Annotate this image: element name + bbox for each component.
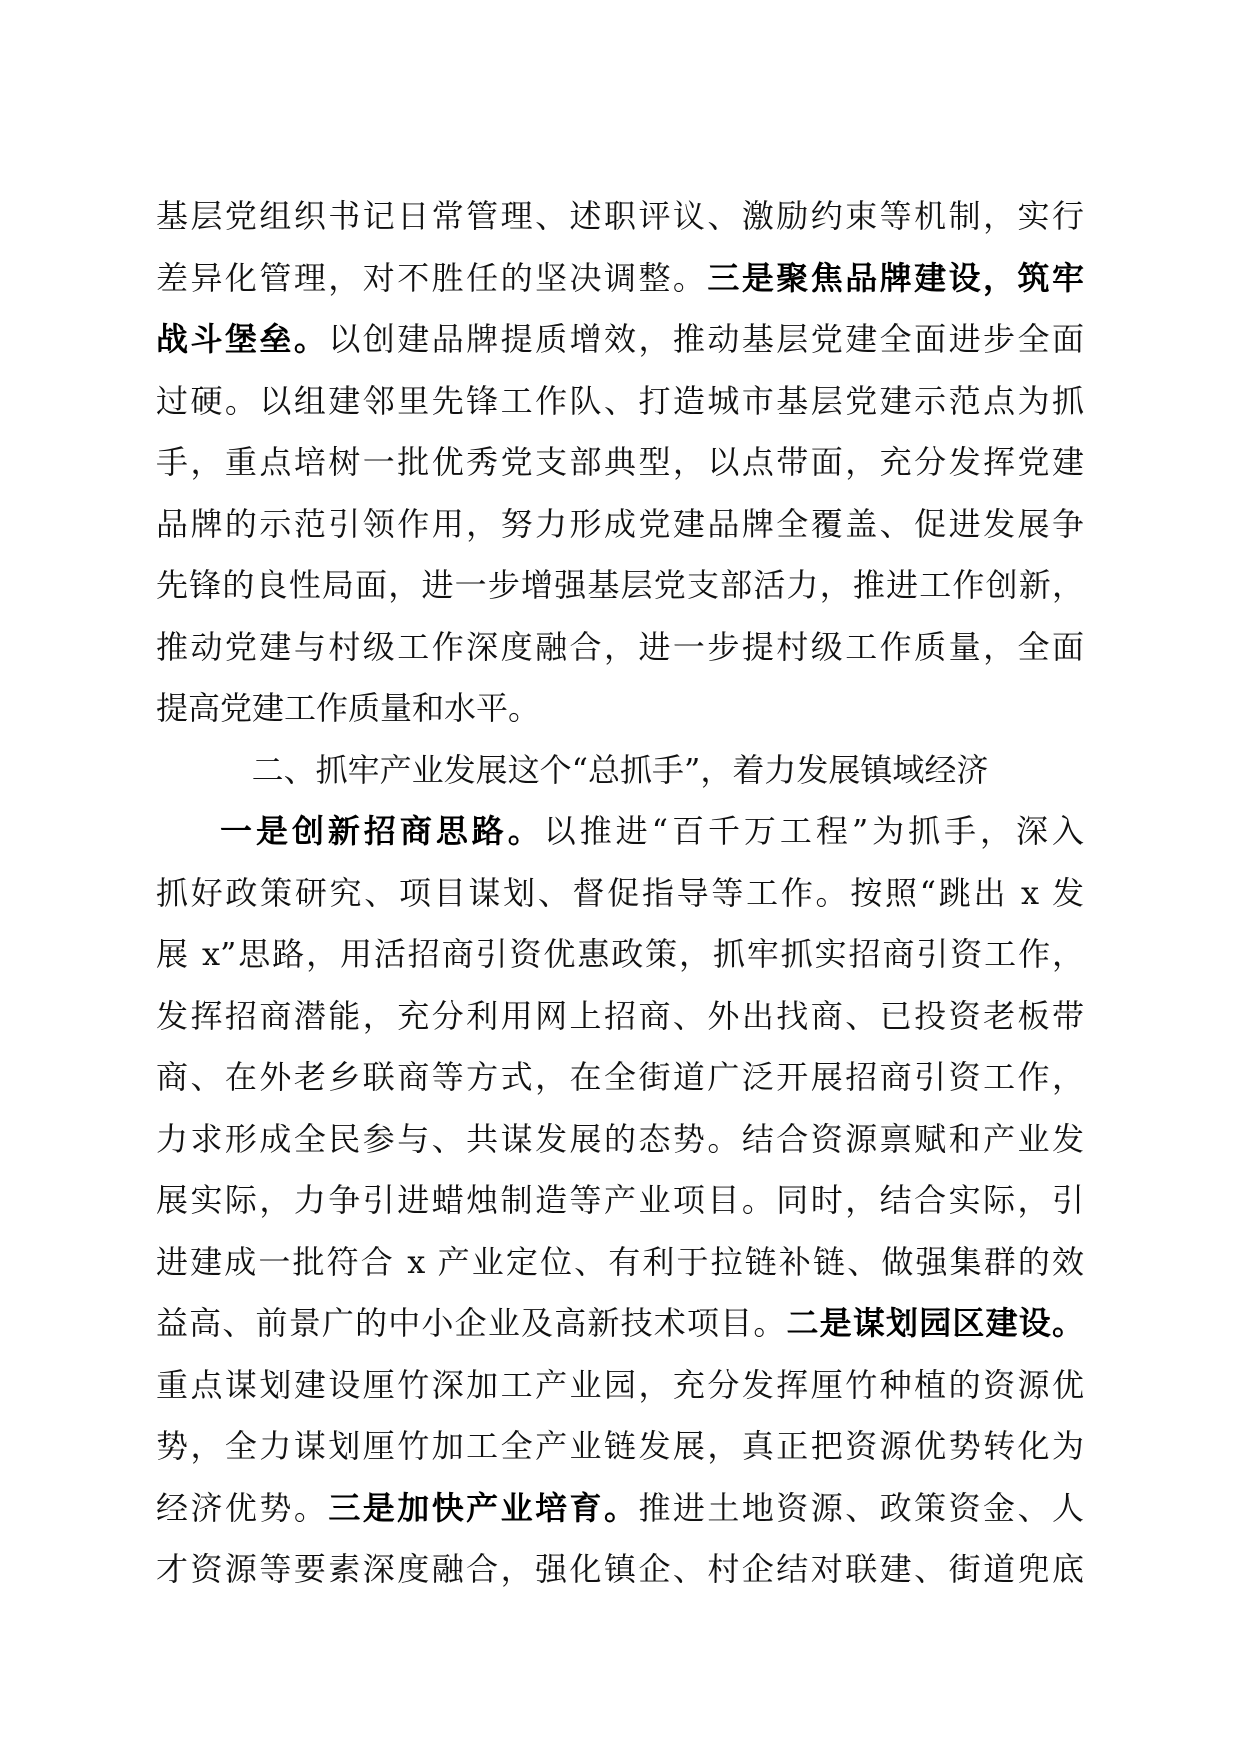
text-line: 力求形成全民参与、共谋发展的态势。结合资源禀赋和产业发 — [156, 1119, 1084, 1158]
text-line — [156, 309, 1084, 371]
document-body — [156, 186, 1084, 1601]
text-line — [156, 801, 1084, 863]
text-line: 展 x”思路，用活招商引资优惠政策，抓牢抓实招商引资工作， — [156, 935, 1084, 973]
text-line: 提高党建工作质量和水平。 — [156, 689, 541, 727]
text-line: 发挥招商潜能，充分利用网上招商、外出找商、已投资老板带 — [156, 996, 1084, 1035]
text-line — [156, 1293, 1084, 1355]
text-line: 过硬。以组建邻里先锋工作队、打造城市基层党建示范点为抓 — [156, 381, 1084, 420]
bold-lead-phrase: 二是谋划园区建设。 — [786, 1304, 1084, 1342]
text-line: 品牌的示范引领作用，努力形成党建品牌全覆盖、促进发展争 — [156, 504, 1084, 543]
text-line: 手，重点培树一批优秀党支部典型，以点带面，充分发挥党建 — [156, 443, 1084, 481]
text-run: 推进土地资源、政策资金、人 — [638, 1488, 1084, 1527]
text-line: 商、在外老乡联商等方式，在全街道广泛开展招商引资工作， — [156, 1058, 1084, 1096]
text-run: 益高、前景广的中小企业及高新技术项目。 — [156, 1304, 787, 1342]
bold-lead-phrase: 三是加快产业培育。 — [328, 1488, 639, 1527]
text-line: 才资源等要素深度融合，强化镇企、村企结对联建、街道兜底 — [156, 1550, 1084, 1588]
text-line: 抓好政策研究、项目谋划、督促指导等工作。按照“跳出 x 发 — [156, 873, 1084, 912]
text-line: 势，全力谋划厘竹加工全产业链发展，真正把资源优势转化为 — [156, 1427, 1084, 1465]
text-line — [156, 248, 1084, 310]
text-run: 以创建品牌提质增效，推动基层党建全面进步全面 — [328, 320, 1084, 358]
text-line — [156, 1478, 1084, 1540]
bold-lead-phrase: 三是聚焦品牌建设，筑牢 — [707, 258, 1084, 297]
text-line: 基层党组织书记日常管理、述职评议、激励约束等机制，实行 — [156, 197, 1084, 235]
text-run: 经济优势。 — [156, 1488, 329, 1527]
text-line: 进建成一批符合 x 产业定位、有利于拉链补链、做强集群的效 — [156, 1242, 1084, 1281]
text-line: 重点谋划建设厘竹深加工产业园，充分发挥厘竹种植的资源优 — [156, 1365, 1084, 1404]
text-run: 以推进“百千万工程”为抓手，深入 — [543, 812, 1084, 850]
bold-lead-phrase: 战斗堡垒。 — [156, 320, 329, 358]
bold-lead-phrase: 一是创新招商思路。 — [220, 812, 544, 850]
text-line: 先锋的良性局面，进一步增强基层党支部活力，推进工作创新， — [156, 566, 1084, 604]
section-heading: 二、抓牢产业发展这个“总抓手”，着力发展镇域经济 — [251, 750, 989, 789]
text-line: 展实际，力争引进蜡烛制造等产业项目。同时，结合实际，引 — [156, 1181, 1084, 1219]
text-line: 推动党建与村级工作深度融合，进一步提村级工作质量，全面 — [156, 627, 1084, 666]
text-run: 差异化管理，对不胜任的坚决调整。 — [156, 258, 708, 297]
